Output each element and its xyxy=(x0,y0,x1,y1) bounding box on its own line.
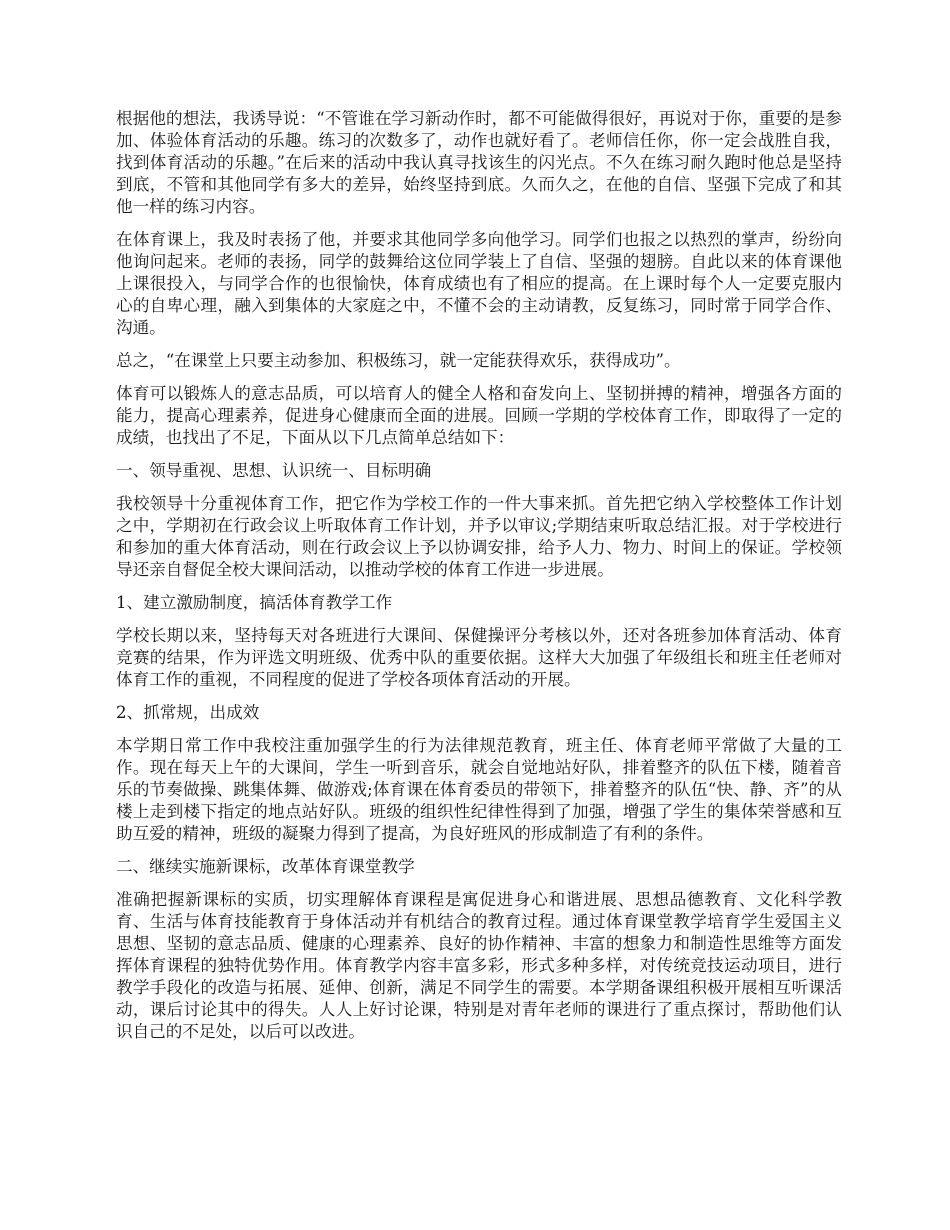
subsection-heading-1: 1、建立激励制度，搞活体育教学工作 xyxy=(116,593,393,612)
paragraph-curriculum: 准确把握新课标的实质，切实理解体育课程是寓促进身心和谐进展、思想品德教育、文化科学教育、生活与体育技能教育于身体活动并有机结合的教育过程。通过体育课堂教学培育学生爱国主义思想、坚韧的意志品质、健康的心理素养、良好的协作精神、丰富的想象力和制造性思维等方面发挥体育课程的独特优势作用。体育教学内容丰富多彩，形式多种多样，对传统竞技运动项目，进行教学手段化的改造与拓展、延伸、创新，满足不同学生的需要。本学期备课组积极开展相互听课活动，课后讨论其中的得失。人人上好讨论课，特别是对青年老师的课进行了重点探讨，帮助他们认识自己的不足处，以后可以改进。 xyxy=(116,890,842,1041)
subsection-heading-2: 2、抓常规，出成效 xyxy=(116,703,260,722)
paragraph-routine: 本学期日常工作中我校注重加强学生的行为法律规范教育，班主任、体育老师平常做了大量的工作。现在每天上午的大课间，学生一听到音乐，就会自觉地站好队，排着整齐的队伍下楼，随着音乐的节奏做操、跳集体舞、做游戏;体育课在体育委员的带领下，排着整齐的队伍“快、静、齐”的从楼上走到楼下指定的地点站好队。班级的组织性纪律性得到了加强，增强了学生的集体荣誉感和互助互爱的精神，班级的凝聚力得到了提高，为良好班风的形成制造了有利的条件。 xyxy=(116,736,842,843)
section-heading-1: 一、领导重视、思想、认识统一、目标明确 xyxy=(116,461,432,480)
paragraph-intro: 体育可以锻炼人的意志品质，可以培育人的健全人格和奋发向上、坚韧拼搏的精神，增强各方面的能力，提高心理素养，促进身心健康而全面的进展。回顾一学期的学校体育工作，即取得了一定的成绩，也找出了不足，下面从以下几点简单总结如下： xyxy=(116,384,842,447)
paragraph-leadership: 我校领导十分重视体育工作，把它作为学校工作的一件大事来抓。首先把它纳入学校整体工作计划之中，学期初在行政会议上听取体育工作计划，并予以审议;学期结束听取总结汇报。对于学校进行和参加的重大体育活动，则在行政会议上予以协调安排，给予人力、物力、时间上的保证。学校领导还亲自督促全校大课间活动，以推动学校的体育工作进一步进展。 xyxy=(116,494,842,579)
paragraph-encouragement: 根据他的想法，我诱导说：“不管谁在学习新动作时，都不可能做得很好，再说对于你，重要的是参加、体验体育活动的乐趣。练习的次数多了，动作也就好看了。老师信任你，你一定会战胜自我，找到体育活动的乐趣。”在后来的活动中我认真寻找该生的闪光点。不久在练习耐久跑时他总是坚持到底，不管和其他同学有多大的差异，始终坚持到底。久而久之，在他的自信、坚强下完成了和其他一样的练习内容。 xyxy=(116,109,842,216)
section-heading-2: 二、继续实施新课标，改革体育课堂教学 xyxy=(116,857,415,876)
paragraph-summary-quote: 总之，“在课堂上只要主动参加、积极练习，就一定能获得欢乐，获得成功”。 xyxy=(116,351,681,370)
document-body xyxy=(116,108,842,1054)
paragraph-incentive: 学校长期以来，坚持每天对各班进行大课间、保健操评分考核以外，还对各班参加体育活动、体育竞赛的结果，作为评选文明班级、优秀中队的重要依据。这样大大加强了年级组长和班主任老师对体育工作的重视，不同程度的促进了学校各项体育活动的开展。 xyxy=(116,626,842,689)
paragraph-praise: 在体育课上，我及时表扬了他，并要求其他同学多向他学习。同学们也报之以热烈的掌声，纷纷向他询问起来。老师的表扬，同学的鼓舞给这位同学装上了自信、坚强的翅膀。自此以来的体育课他上课很投入，与同学合作的也很愉快，体育成绩也有了相应的提高。在上课时每个人一定要克服内心的自卑心理，融入到集体的大家庭之中，不懂不会的主动请教，反复练习，同时常于同学合作、沟通。 xyxy=(116,230,842,337)
